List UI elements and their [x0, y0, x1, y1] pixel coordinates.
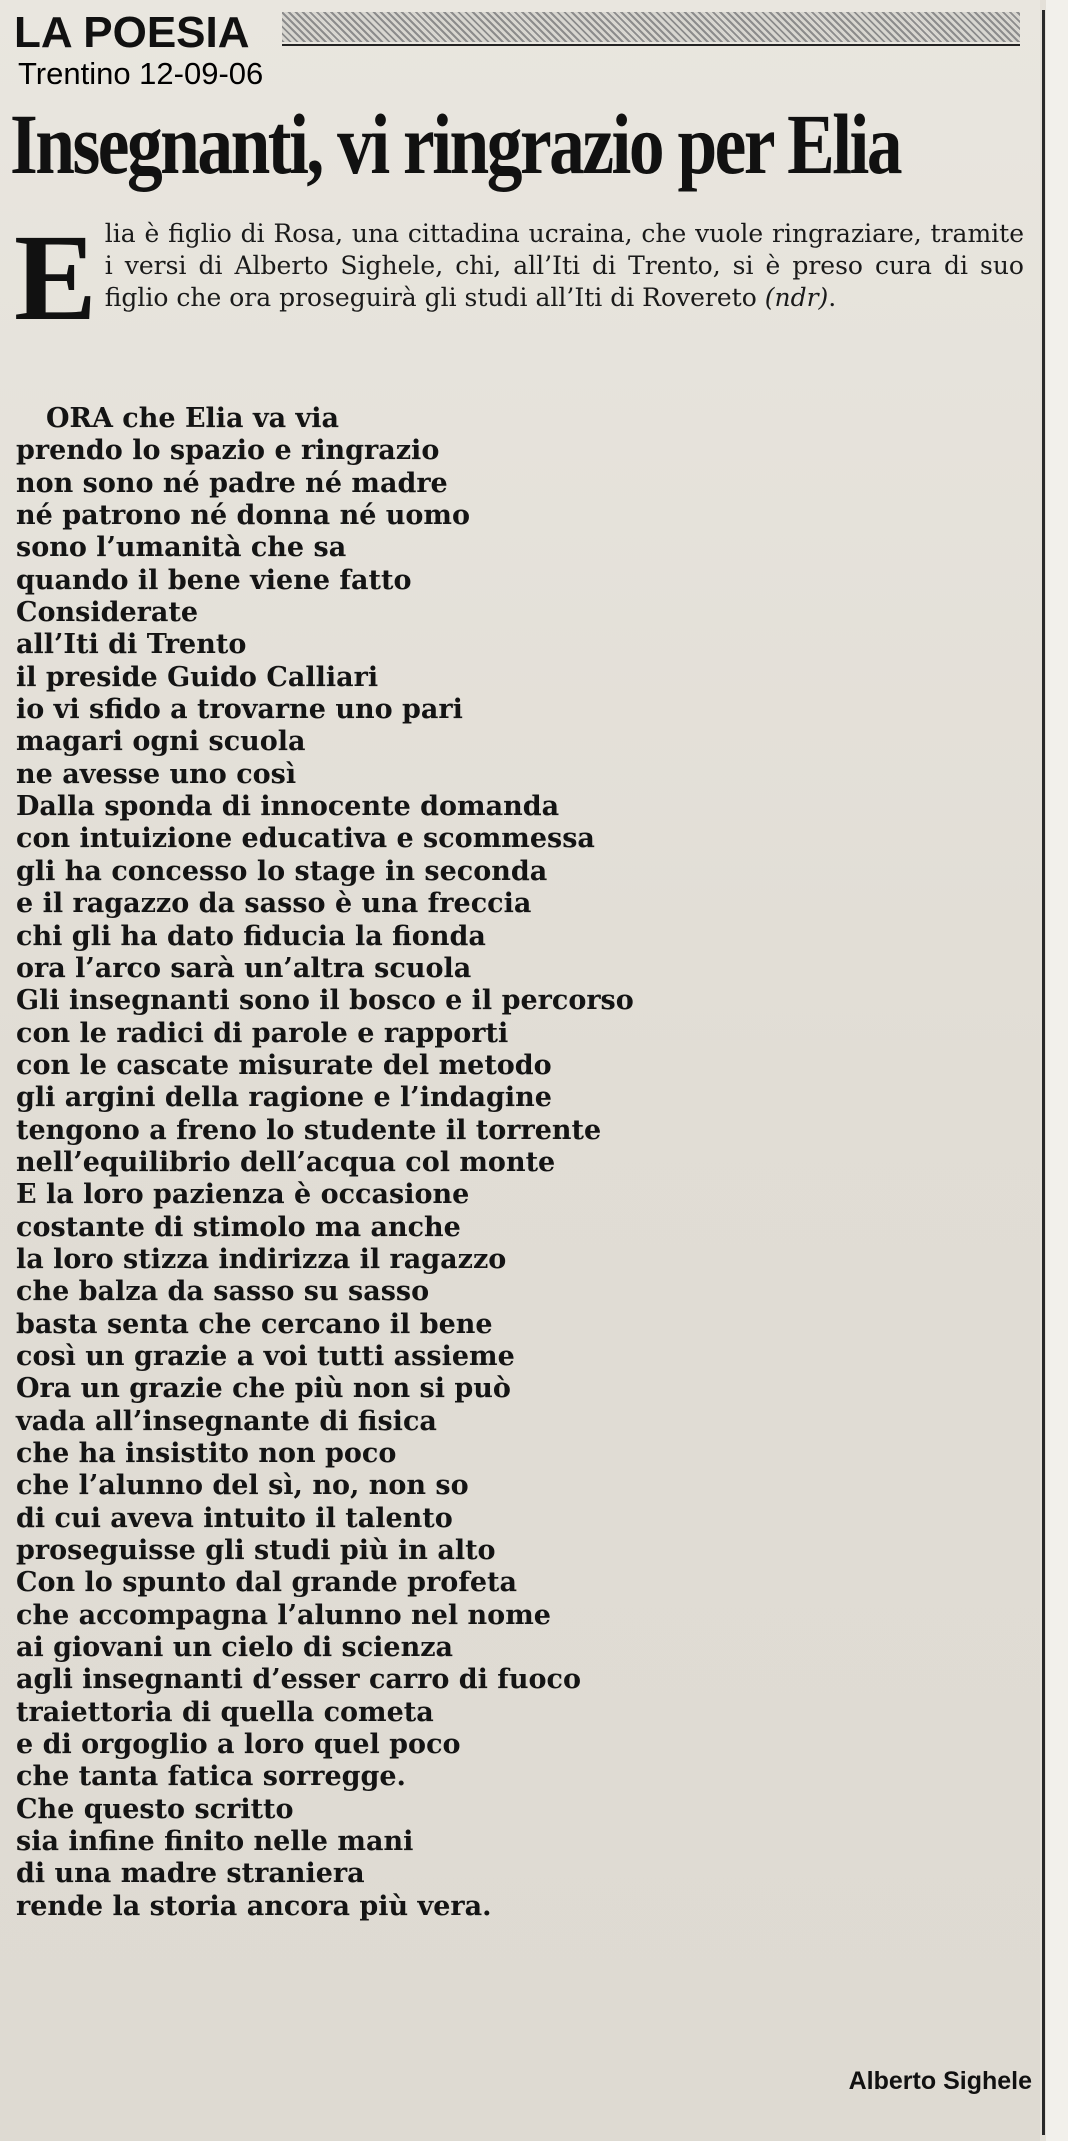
intro-end: .: [828, 283, 837, 312]
poem-line: quando il bene viene fatto: [16, 564, 412, 596]
poem-line: ai giovani un cielo di scienza: [16, 1632, 454, 1664]
poem-line: sia infine finito nelle mani: [16, 1826, 414, 1858]
poem-line: di cui aveva intuito il talento: [16, 1502, 453, 1534]
poem-line: di una madre straniera: [16, 1858, 365, 1890]
page-margin: [1046, 0, 1068, 2141]
poem-line: Ora un grazie che più non si può: [16, 1373, 511, 1405]
poem-line: vada all’insegnante di fisica: [16, 1405, 437, 1437]
poem-line: magari ogni scuola: [16, 726, 306, 758]
section-rule: [282, 44, 1020, 46]
poem-line: e il ragazzo da sasso è una freccia: [16, 888, 532, 920]
source-date: Trentino 12-09-06: [18, 56, 264, 91]
headline: Insegnanti, vi ringrazio per Elia: [10, 96, 901, 192]
poem: [16, 403, 634, 1923]
column-rule: [1042, 10, 1045, 2135]
poem-line: E la loro pazienza è occasione: [16, 1179, 470, 1211]
poem-line: Gli insegnanti sono il bosco e il percorso: [16, 985, 634, 1017]
poem-line: che balza da sasso su sasso: [16, 1276, 430, 1308]
intro-text: lia è figlio di Rosa, una cittadina ucraina, che vuole ringraziare, tramite i versi di Alberto Sighele, chi, all’Iti di Trento, si è preso cura di suo figlio che ora proseguirà gli studi all’Iti di Rovereto: [104, 219, 1024, 312]
poem-line: nell’equilibrio dell’acqua col monte: [16, 1146, 556, 1178]
poem-line: basta senta che cercano il bene: [16, 1308, 493, 1340]
editor-note: (ndr): [764, 283, 829, 312]
poem-line: Che questo scritto: [16, 1793, 294, 1825]
poem-line: gli argini della ragione e l’indagine: [16, 1082, 552, 1114]
poem-line: che l’alunno del sì, no, non so: [16, 1470, 469, 1502]
poem-line: prendo lo spazio e ringrazio: [16, 435, 440, 467]
poem-line: Con lo spunto dal grande profeta: [16, 1567, 518, 1599]
poem-line: che ha insistito non poco: [16, 1438, 397, 1469]
poem-line: con le radici di parole e rapporti: [16, 1017, 509, 1049]
poem-line: tengono a freno lo studente il torrente: [16, 1114, 602, 1146]
poem-line: all’Iti di Trento: [16, 629, 247, 661]
poem-line: ORA che Elia va via: [46, 403, 339, 434]
poem-line: chi gli ha dato fiducia la fionda: [16, 920, 486, 952]
poem-line: costante di stimolo ma anche: [16, 1211, 461, 1243]
section-hatch-bar: [282, 12, 1020, 42]
poem-line: e di orgoglio a loro quel poco: [16, 1729, 461, 1761]
intro-text-block: [14, 218, 1024, 314]
poem-line: la loro stizza indirizza il ragazzo: [16, 1243, 507, 1275]
poem-line: con intuizione educativa e scommessa: [16, 823, 595, 855]
poem-line: ora l’arco sarà un’altra scuola: [16, 952, 472, 984]
poem-line: Considerate: [16, 597, 199, 629]
poem-line: proseguisse gli studi più in alto: [16, 1535, 496, 1567]
author-signature: Alberto Sighele: [848, 2067, 1032, 2095]
poem-line: traiettoria di quella cometa: [16, 1696, 434, 1728]
poem-line: rende la storia ancora più vera.: [16, 1890, 492, 1922]
section-label: LA POESIA: [14, 8, 250, 57]
poem-line: che tanta fatica sorregge.: [16, 1761, 406, 1793]
poem-line: sono l’umanità che sa: [16, 532, 347, 564]
poem-line: così un grazie a voi tutti assieme: [16, 1340, 515, 1372]
poem-line: Dalla sponda di innocente domanda: [16, 791, 560, 823]
poem-line: il preside Guido Calliari: [16, 661, 379, 693]
poem-line: ne avesse uno così: [16, 758, 297, 790]
poem-line: agli insegnanti d’esser carro di fuoco: [16, 1664, 582, 1696]
intro-paragraph: [14, 209, 1024, 346]
poem-line: che accompagna l’alunno nel nome: [16, 1599, 551, 1631]
poem-line: non sono né padre né madre: [16, 467, 448, 499]
poem-line: gli ha concesso lo stage in seconda: [16, 855, 548, 887]
poem-line: con le cascate misurate del metodo: [16, 1049, 552, 1081]
poem-line: io vi sfido a trovarne uno pari: [16, 694, 463, 726]
drop-cap: E: [14, 209, 97, 346]
poem-line: né patrono né donna né uomo: [16, 500, 471, 532]
